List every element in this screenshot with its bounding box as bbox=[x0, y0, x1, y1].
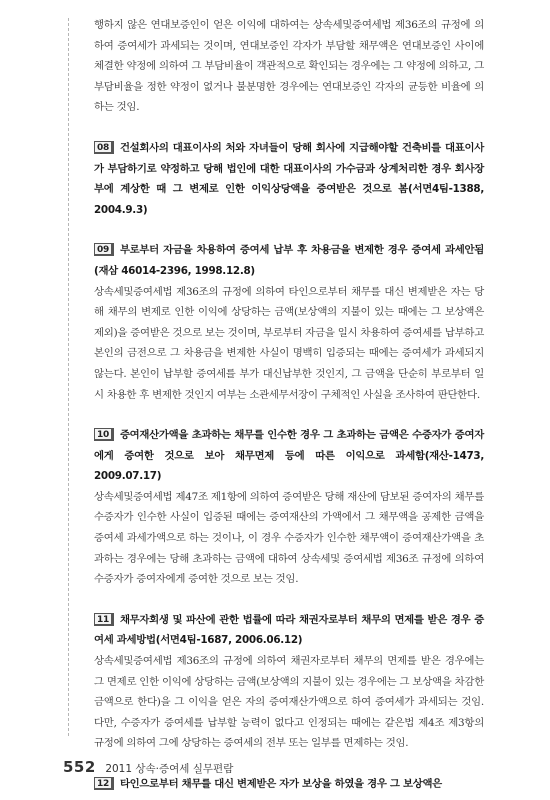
section-number-badge: 10 bbox=[94, 428, 114, 441]
section-title: 증여재산가액을 초과하는 채무를 인수한 경우 그 초과하는 금액은 수증자가 증여자에게 증여한 것으로 보아 채무면제 등에 따른 이익으로 과세함(재산-1473, 2009.07.17) bbox=[94, 429, 484, 483]
section-title: 채무자회생 및 파산에 관한 법률에 따라 채권자로부터 채무의 면제를 받은 경우 증여세 과세방법(서면4팀-1687, 2006.06.12) bbox=[94, 613, 484, 647]
section-number-badge: 08 bbox=[94, 141, 114, 154]
section-number-badge: 12 bbox=[94, 777, 114, 790]
book-title: 2011 상속·증여세 실무편람 bbox=[105, 763, 234, 775]
page-number: 552 bbox=[63, 758, 96, 776]
section-body: 상속세및증여세법 제36조의 규정에 의하여 타인으로부터 채무를 대신 변제받은 자는 당해 채무의 변제로 인한 이익에 상당하는 금액(보상액의 지불이 있는 때에는 그 보상액은 제외)을 증여받은 것으로 보는 것이며, 부로부터 자금을 일시 차용하여 증여세를 납부하고 본인의 금전으로 그 차용금을 변제한 사실이 명백히 입증되는 때에는 증여세가 과세되지 않는다. 본인이 납부할 증여세를 부가 대신납부한 것인지, 그 금액을 단순히 부로부터 일시 차용한 후 변제한 것인지 여부는 소관세무서장이 구체적인 사실을 조사하여 판단한다. bbox=[94, 285, 484, 401]
section-09 bbox=[94, 240, 484, 405]
section-number-badge: 09 bbox=[94, 243, 114, 256]
page-footer bbox=[63, 758, 233, 776]
section-12 bbox=[94, 774, 484, 795]
content-column bbox=[94, 15, 484, 795]
margin-dashed-rule bbox=[68, 18, 69, 736]
section-heading bbox=[94, 138, 484, 220]
section-11 bbox=[94, 610, 484, 754]
section-title: 건설회사의 대표이사의 처와 자녀들이 당해 회사에 지급해야할 건축비를 대표이사가 부담하기로 약정하고 당해 법인에 대한 대표이사의 가수금과 상계처리한 경우 회사장부에 계상한 때 그 변제로 인한 이익상당액을 증여받은 것으로 봄(서면4팀-1388, 2004.9.3) bbox=[94, 141, 484, 216]
section-heading bbox=[94, 610, 484, 651]
section-number-badge: 11 bbox=[94, 613, 114, 626]
section-title: 타인으로부터 채무를 대신 변제받은 자가 보상을 하였을 경우 그 보상액은 bbox=[119, 778, 442, 790]
intro-paragraph: 행하지 않은 연대보증인이 얻은 이익에 대하여는 상속세및증여세법 제36조의 규정에 의하여 증여세가 과세되는 것이며, 연대보증인 각자가 부담할 채무액은 연대보증인 사이에 체결한 약정에 의하여 그 부담비율이 객관적으로 확인되는 경우에는 그 약정에 의하고, 그 부담비율을 정한 약정이 없거나 불분명한 경우에는 연대보증인 각자의 균등한 비율에 의하는 것임. bbox=[94, 19, 484, 114]
section-heading bbox=[94, 240, 484, 281]
section-heading bbox=[94, 774, 484, 795]
section-08 bbox=[94, 138, 484, 220]
section-title: 부로부터 자금을 차용하여 증여세 납부 후 차용금을 변제한 경우 증여세 과세안됨(재삼 46014-2396, 1998.12.8) bbox=[94, 244, 484, 277]
section-10 bbox=[94, 425, 484, 590]
section-heading bbox=[94, 425, 484, 487]
section-body: 상속세및증여세법 제36조의 규정에 의하여 채권자로부터 채무의 면제를 받은 경우에는 그 면제로 인한 이익에 상당하는 금액(보상액의 지불이 있는 경우에는 그 보상액을 차감한 금액으로 한다)을 그 이익을 얻은 자의 증여재산가액으로 하여 증여세가 과세되는 것임. 다만, 수증자가 증여세를 납부할 능력이 없다고 인정되는 때에는 같은법 제4조 제3항의 규정에 의하여 그에 상당하는 증여세의 전부 또는 일부를 면제하는 것임. bbox=[94, 655, 484, 750]
section-body: 상속세및증여세법 제47조 제1항에 의하여 증여받은 당해 재산에 담보된 증여자의 채무를 수증자가 인수한 사실이 입증된 때에는 증여재산의 가액에서 그 채무액을 공제한 금액을 증여세 과세가액으로 하는 것이나, 이 경우 수증자가 인수한 채무액이 증여재산가액을 초과하는 경우에는 당해 초과하는 금액에 대하여 상속세및 증여세법 제36조 규정에 의하여 수증자가 증여자에게 증여한 것으로 보는 것임. bbox=[94, 490, 484, 586]
